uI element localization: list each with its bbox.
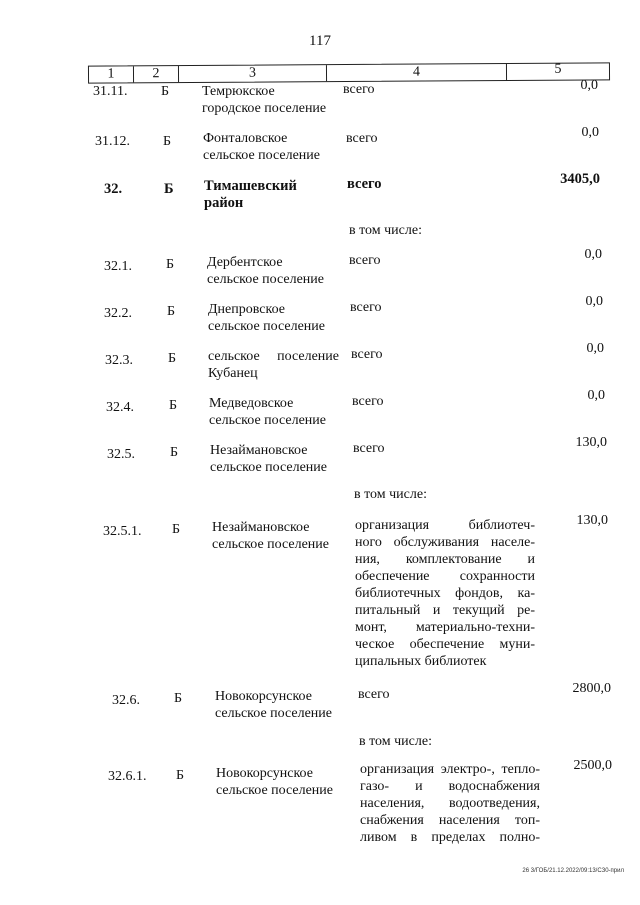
row-number: 31.11.: [93, 84, 128, 99]
row-name: Незаймановское сельское поселение: [210, 443, 327, 475]
row-description: всего: [353, 441, 385, 456]
row-name: сельское поселение Кубанец: [208, 349, 339, 381]
row-name: Дербентское сельское поселение: [207, 255, 324, 287]
row-name: Незаймановское сельское поселение: [212, 520, 329, 552]
row-amount: 130,0: [575, 435, 607, 450]
row-description: организация библиотеч- ного обслуживания населе- ния, комплектование и обеспечение сохранности библиотечных фондов, ка- питальный и текущий ре- монт, материально-техни- ческое обеспечение муни- ципальных библиотек: [355, 518, 535, 669]
header-col-1: 1: [89, 66, 134, 82]
header-col-3: 3: [179, 65, 327, 82]
row-category: Б: [167, 304, 176, 319]
row-description: всего: [350, 300, 382, 315]
row-number: 32.5.: [107, 447, 135, 462]
subheading-in-that-number: в том числе:: [359, 734, 432, 749]
row-name: Днепровское сельское поселение: [208, 302, 325, 334]
row-description: всего: [343, 82, 375, 97]
row-category: Б: [172, 522, 181, 537]
row-amount: 2500,0: [573, 758, 612, 773]
page-number: 117: [309, 33, 331, 49]
row-amount: 0,0: [587, 388, 605, 403]
row-number: 32.5.1.: [103, 524, 142, 539]
row-amount: 0,0: [585, 294, 603, 309]
row-description: всего: [351, 347, 383, 362]
row-category: Б: [164, 181, 174, 197]
row-category: Б: [166, 257, 175, 272]
header-col-4: 4: [327, 64, 507, 81]
row-number: 32.1.: [104, 259, 132, 274]
row-category: Б: [169, 398, 178, 413]
row-amount: 130,0: [576, 513, 608, 528]
row-category: Б: [174, 691, 183, 706]
subheading-in-that-number: в том числе:: [354, 487, 427, 502]
row-amount: 0,0: [586, 341, 604, 356]
row-amount: 0,0: [584, 247, 602, 262]
row-category: Б: [163, 134, 172, 149]
subheading-in-that-number: в том числе:: [349, 223, 422, 238]
row-amount: 0,0: [581, 125, 599, 140]
row-name: Новокорсунское сельское поселение: [215, 689, 332, 721]
row-description: всего: [352, 394, 384, 409]
row-description: всего: [358, 687, 390, 702]
row-number: 32.6.: [112, 693, 140, 708]
row-name: Новокорсунское сельское поселение: [216, 766, 333, 798]
row-description: всего: [347, 176, 382, 192]
row-number: 32.2.: [104, 306, 132, 321]
row-number: 32.6.1.: [108, 769, 147, 784]
row-category: Б: [176, 768, 185, 783]
row-name: Медведовское сельское поселение: [209, 396, 326, 428]
row-name: Фонталовское сельское поселение: [203, 131, 320, 163]
row-category: Б: [161, 84, 170, 99]
row-category: Б: [168, 351, 177, 366]
row-name: Тимашевский район: [204, 178, 297, 211]
document-stamp: 26 3/ГОБ/21.12.2022/09:13/СЗ0-прил: [522, 868, 624, 874]
row-description: организация электро-, тепло- газо- и водоснабжения населения, водоотведения, снабжения населения топ- ливом в пределах полно-: [360, 762, 540, 845]
row-amount: 2800,0: [572, 681, 611, 696]
row-number: 32.: [104, 181, 123, 197]
header-col-2: 2: [134, 66, 179, 82]
row-amount: 0,0: [580, 78, 598, 93]
row-description: всего: [349, 253, 381, 268]
row-category: Б: [170, 445, 179, 460]
header-col-5: 5: [554, 61, 562, 77]
row-amount: 3405,0: [560, 171, 600, 187]
row-name: Темрюкское городское поселение: [202, 84, 327, 116]
row-description: всего: [346, 131, 378, 146]
row-number: 32.4.: [106, 400, 134, 415]
row-number: 31.12.: [95, 134, 130, 149]
row-number: 32.3.: [105, 353, 133, 368]
